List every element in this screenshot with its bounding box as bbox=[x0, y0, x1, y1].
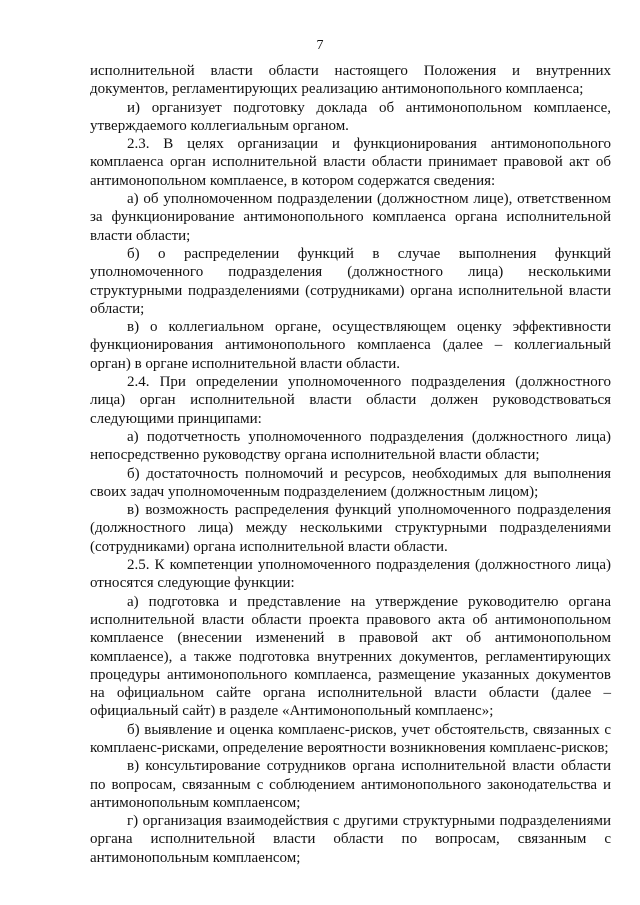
paragraph: б) о распределении функций в случае выполнения функций уполномоченного подразделения (должностного лица) несколькими структурными подразделениями (сотрудниками) органа исполнительной власти области; bbox=[90, 245, 611, 317]
page-number: 7 bbox=[316, 38, 324, 53]
paragraph: 2.4. При определении уполномоченного подразделения (должностного лица) орган исполнительной власти области должен руководствоваться следующими принципами: bbox=[90, 374, 611, 427]
paragraph: и) организует подготовку доклада об антимонопольном комплаенсе, утверждаемого коллегиальным органом. bbox=[90, 99, 611, 134]
paragraph: а) об уполномоченном подразделении (должностном лице), ответственном за функционирование антимонопольного комплаенса органа исполнительной власти области; bbox=[90, 191, 611, 244]
paragraph: в) возможность распределения функций уполномоченного подразделения (должностного лица) между несколькими структурными подразделениями (сотрудниками) органа исполнительной власти области. bbox=[90, 502, 611, 555]
paragraph: 2.3. В целях организации и функционирования антимонопольного комплаенса орган исполнительной власти области принимает правовой акт об антимонопольном комплаенсе, в котором содержатся сведения: bbox=[90, 136, 611, 189]
paragraph: в) о коллегиальном органе, осуществляющем оценку эффективности функционирования антимонопольного комплаенса (далее – коллегиальный орган) в органе исполнительной власти области. bbox=[90, 319, 611, 372]
paragraph: исполнительной власти области настоящего Положения и внутренних документов, регламентирующих реализацию антимонопольного комплаенса; bbox=[90, 63, 611, 98]
paragraph: а) подготовка и представление на утверждение руководителю органа исполнительной власти области проекта правового акта об антимонопольном комплаенсе (внесении изменений в правовой акт об антимонопольном комплаенсе), а также подготовка внутренних документов, регламентирующих процедуры антимонопольного комплаенса, размещение указанных документов на официальном сайте органа исполнительной власти области (далее – официальный сайт) в разделе «Антимонопольный комплаенс»; bbox=[90, 593, 611, 720]
document-body bbox=[90, 62, 611, 867]
paragraph: г) организация взаимодействия с другими структурными подразделениями органа исполнительной власти области по вопросам, связанным с антимонопольным комплаенсом; bbox=[90, 813, 611, 866]
paragraph: а) подотчетность уполномоченного подразделения (должностного лица) непосредственно руководству органа исполнительной власти области; bbox=[90, 428, 611, 464]
paragraph: 2.5. К компетенции уполномоченного подразделения (должностного лица) относятся следующие функции: bbox=[90, 557, 611, 592]
paragraph: б) выявление и оценка комплаенс-рисков, учет обстоятельств, связанных с комплаенс-рисками, определение вероятности возникновения комплаенс-рисков; bbox=[90, 721, 611, 756]
paragraph: б) достаточность полномочий и ресурсов, необходимых для выполнения своих задач уполномоченным подразделением (должностным лицом); bbox=[90, 465, 611, 500]
paragraph: в) консультирование сотрудников органа исполнительной власти области по вопросам, связанным с соблюдением антимонопольного законодательства и антимонопольным комплаенсом; bbox=[90, 758, 611, 811]
